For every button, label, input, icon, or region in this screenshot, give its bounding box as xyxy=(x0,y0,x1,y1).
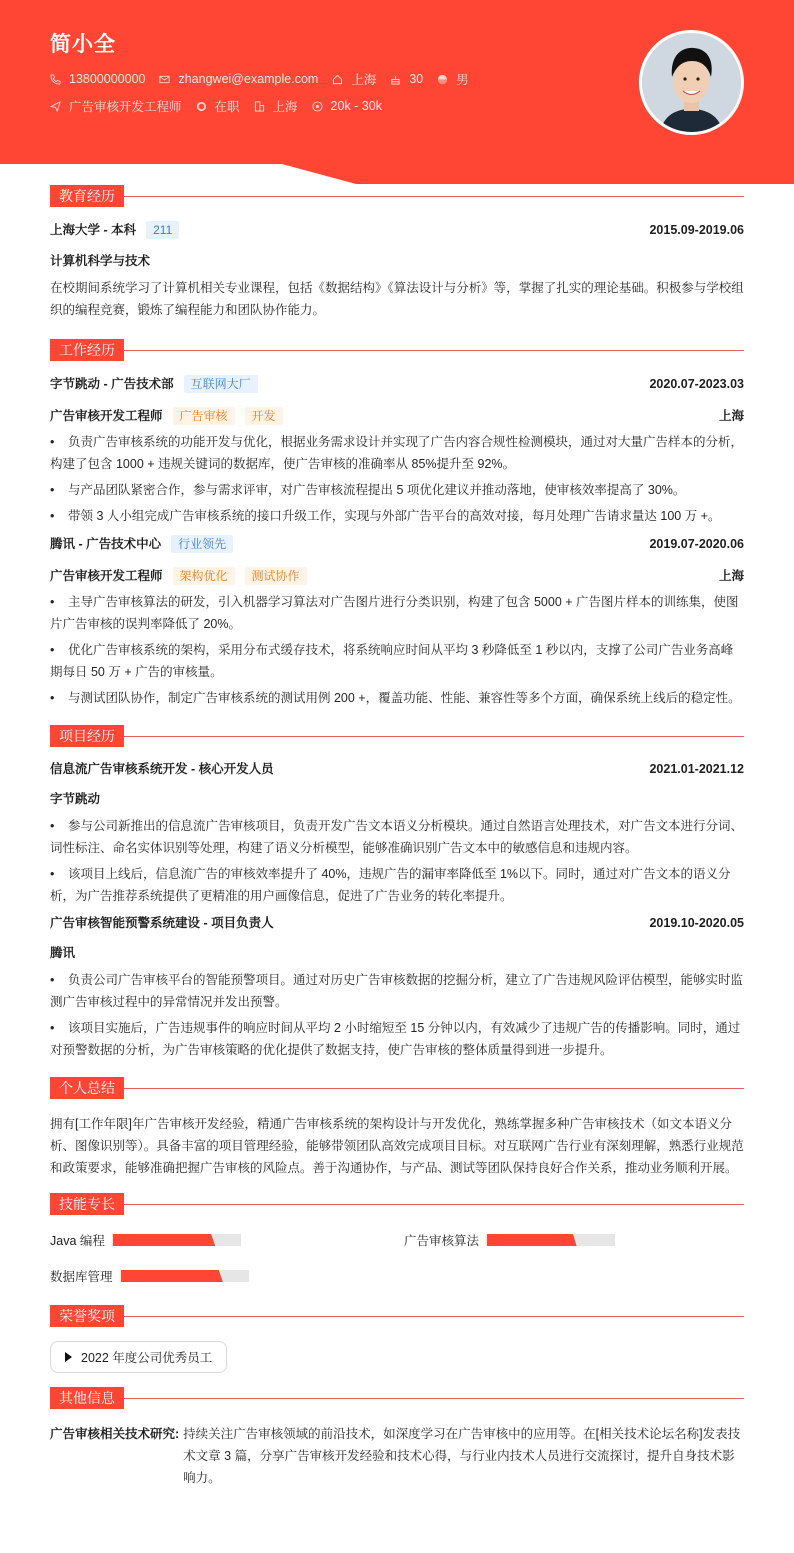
project-company: 腾讯 xyxy=(50,946,76,960)
bullet-item: • 与测试团队协作，制定广告审核系统的测试用例 200 +，覆盖功能、性能、兼容性等多个方面，确保系统上线后的稳定性。 xyxy=(50,687,744,709)
skill-progress xyxy=(487,1234,615,1246)
project-header xyxy=(50,915,744,931)
skill-fill xyxy=(487,1234,577,1246)
location-item: 上海 xyxy=(332,70,376,88)
role-tag: 开发 xyxy=(245,407,283,425)
phone-item: 13800000000 xyxy=(50,72,145,86)
award-item[interactable] xyxy=(50,1341,227,1373)
company-tag: 行业领先 xyxy=(171,535,233,553)
divider xyxy=(124,350,744,351)
salary-item: 20k - 30k xyxy=(312,99,382,113)
role-title: 广告审核开发工程师 xyxy=(50,569,163,583)
skill-item xyxy=(50,1267,404,1285)
other-label: 广告审核相关技术研究: xyxy=(50,1427,180,1441)
work-period: 2020.07-2023.03 xyxy=(649,377,744,391)
resume-header xyxy=(0,0,794,185)
work-item xyxy=(50,375,744,527)
mail-icon xyxy=(159,74,170,85)
job-status-item: 在职 xyxy=(196,97,240,115)
role-tag: 架构优化 xyxy=(173,567,235,585)
resume-body xyxy=(0,185,794,1503)
company-name: 字节跳动 - 广告技术部 xyxy=(50,377,174,391)
work-period: 2019.07-2020.06 xyxy=(649,537,744,551)
divider xyxy=(124,1398,744,1399)
section-summary xyxy=(50,1077,744,1099)
company-tag: 互联网大厂 xyxy=(184,375,258,393)
avatar xyxy=(639,30,744,135)
skill-name: 广告审核算法 xyxy=(404,1234,480,1248)
skill-fill xyxy=(121,1270,223,1282)
bullet-item: • 负责广告审核系统的功能开发与优化，根据业务需求设计并实现了广告内容合规性检测模块，通过对大量广告样本的分析，构建了包含 1000 + 违规关键词的数据库，使广告审核的准确率从 85%提升至 92%。 xyxy=(50,431,744,475)
work-item xyxy=(50,535,744,709)
school-name: 上海大学 - 本科 xyxy=(50,223,137,237)
skills-grid xyxy=(50,1231,744,1285)
triangle-right-icon xyxy=(65,1352,72,1362)
skill-item xyxy=(50,1231,404,1249)
education-header xyxy=(50,221,744,239)
skill-item xyxy=(404,1231,744,1249)
avatar-portrait xyxy=(642,33,741,132)
project-company: 字节跳动 xyxy=(50,792,101,806)
role-title: 广告审核开发工程师 xyxy=(50,409,163,423)
bullet-item: • 与产品团队紧密合作，参与需求评审，对广告审核流程提出 5 项优化建议并推动落地，使审核效率提高了 30%。 xyxy=(50,479,744,501)
skill-progress xyxy=(113,1234,241,1246)
work-location: 上海 xyxy=(718,409,744,423)
skill-name: 数据库管理 xyxy=(50,1270,113,1284)
work-bullets xyxy=(50,431,744,527)
gender-item: 男 xyxy=(437,70,469,88)
project-title: 广告审核智能预警系统建设 - 项目负责人 xyxy=(50,916,274,930)
section-title: 技能专长 xyxy=(50,1193,124,1215)
work-header xyxy=(50,535,744,553)
cake-icon xyxy=(390,74,401,85)
divider xyxy=(124,1088,744,1089)
section-title: 个人总结 xyxy=(50,1077,124,1099)
section-awards xyxy=(50,1305,744,1327)
divider xyxy=(124,1316,744,1317)
role-tag: 测试协作 xyxy=(245,567,307,585)
project-header xyxy=(50,761,744,777)
education-description: 在校期间系统学习了计算机相关专业课程，包括《数据结构》《算法设计与分析》等，掌握了扎实的理论基础。积极参与学校组织的编程竞赛，锻炼了编程能力和团队协作能力。 xyxy=(50,281,744,317)
bullet-item: • 该项目实施后，广告违规事件的响应时间从平均 2 小时缩短至 15 分钟以内，有效减少了违规广告的传播影响。同时，通过对预警数据的分析，为广告审核策略的优化提供了数据支持，使广告审核的整体质量得到进一步提升。 xyxy=(50,1017,744,1061)
age-item: 30 xyxy=(390,72,423,86)
bullet-item: • 参与公司新推出的信息流广告审核项目，负责开发广告文本语义分析模块。通过自然语言处理技术，对广告文本进行分词、词性标注、命名实体识别等处理，构建了语义分析模型，能够准确识别广告文本中的敏感信息和违规内容。 xyxy=(50,815,744,859)
skill-fill xyxy=(113,1234,215,1246)
project-item xyxy=(50,761,744,907)
section-title: 工作经历 xyxy=(50,339,124,361)
intent-row xyxy=(50,99,483,113)
project-title: 信息流广告审核系统开发 - 核心开发人员 xyxy=(50,762,274,776)
skill-progress xyxy=(121,1270,249,1282)
skill-name: Java 编程 xyxy=(50,1234,105,1248)
section-title: 其他信息 xyxy=(50,1387,124,1409)
work-bullets xyxy=(50,591,744,709)
major: 计算机科学与技术 xyxy=(50,254,151,268)
work-role-row xyxy=(50,567,744,585)
home-icon xyxy=(332,74,343,85)
gender-icon xyxy=(437,74,448,85)
divider xyxy=(124,736,744,737)
building-icon xyxy=(254,101,265,112)
section-skills xyxy=(50,1193,744,1215)
work-header xyxy=(50,375,744,393)
bullet-item: • 该项目上线后，信息流广告的审核效率提升了 40%，违规广告的漏审率降低至 1%以下。同时，通过对广告文本的语义分析，为广告推荐系统提供了更精准的用户画像信息，促进了广告业务的转化率提升。 xyxy=(50,863,744,907)
award-name: 2022 年度公司优秀员工 xyxy=(81,1351,213,1365)
bullet-item: • 优化广告审核系统的架构，采用分布式缓存技术，将系统响应时间从平均 3 秒降低至 1 秒以内，支撑了公司广告业务高峰期每日 50 万 + 广告的审核量。 xyxy=(50,639,744,683)
summary-text: 拥有[工作年限]年广告审核开发经验，精通广告审核系统的架构设计与开发优化，熟练掌握多种广告审核技术（如文本语义分析、图像识别等）。具备丰富的项目管理经验，能够带领团队高效完成项目目标。对互联网广告行业有深刻理解，熟悉行业规范和政策要求，能够准确把握广告审核的风险点。善于沟通协作，与产品、测试等团队保持良好合作关系，推动业务顺利开展。 xyxy=(50,1117,744,1175)
project-period: 2021.01-2021.12 xyxy=(649,762,744,776)
role-tag: 广告审核 xyxy=(173,407,235,425)
phone-icon xyxy=(50,74,61,85)
candidate-name: 简小全 xyxy=(50,33,116,56)
section-other xyxy=(50,1387,744,1409)
status-icon xyxy=(196,101,207,112)
project-period: 2019.10-2020.05 xyxy=(649,916,744,930)
job-title-item: 广告审核开发工程师 xyxy=(50,97,182,115)
email-item: zhangwei@example.com xyxy=(159,72,318,86)
other-value: 持续关注广告审核领域的前沿技术，如深度学习在广告审核中的应用等。在[相关技术论坛名称]发表技术文章 3 篇，分享广告审核开发经验和技术心得，与行业内技术人员进行交流探讨，提升自身技术影响力。 xyxy=(183,1427,741,1485)
project-item xyxy=(50,915,744,1061)
work-city-item: 上海 xyxy=(254,97,298,115)
work-role-row xyxy=(50,407,744,425)
education-period: 2015.09-2019.06 xyxy=(649,223,744,237)
education-item xyxy=(50,221,744,321)
section-title: 教育经历 xyxy=(50,185,124,207)
bullet-item: • 带领 3 人小组完成广告审核系统的接口升级工作，实现与外部广告平台的高效对接，每月处理广告请求量达 100 万 +。 xyxy=(50,505,744,527)
project-bullets xyxy=(50,969,744,1061)
divider xyxy=(124,1204,744,1205)
section-title: 荣誉奖项 xyxy=(50,1305,124,1327)
other-item xyxy=(50,1423,744,1489)
school-tag: 211 xyxy=(146,221,179,239)
section-projects xyxy=(50,725,744,747)
contact-row xyxy=(50,72,483,86)
section-title: 项目经历 xyxy=(50,725,124,747)
bullet-item: • 负责公司广告审核平台的智能预警项目。通过对历史广告审核数据的挖掘分析，建立了广告违规风险评估模型，能够实时监测广告审核过程中的异常情况并发出预警。 xyxy=(50,969,744,1013)
section-work xyxy=(50,339,744,361)
section-education xyxy=(50,185,744,207)
salary-icon xyxy=(312,101,323,112)
company-name: 腾讯 - 广告技术中心 xyxy=(50,537,162,551)
work-location: 上海 xyxy=(718,569,744,583)
divider xyxy=(124,196,744,197)
send-icon xyxy=(50,101,61,112)
bullet-item: • 主导广告审核算法的研发，引入机器学习算法对广告图片进行分类识别，构建了包含 5000 + 广告图片样本的训练集，使图片广告审核的误判率降低了 20%。 xyxy=(50,591,744,635)
project-bullets xyxy=(50,815,744,907)
